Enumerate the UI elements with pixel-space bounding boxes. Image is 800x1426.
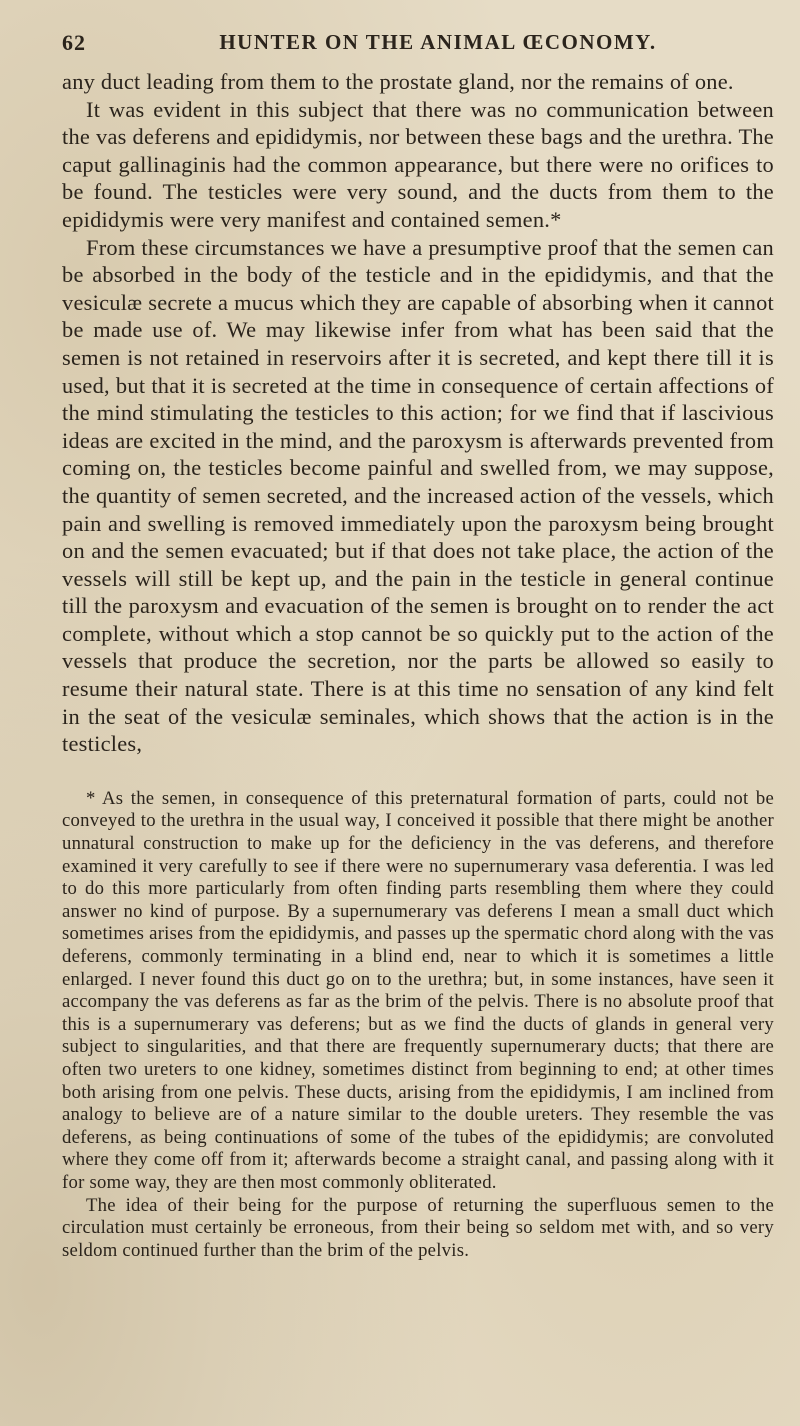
- main-text: [62, 68, 774, 758]
- paragraph: any duct leading from them to the prostate gland, nor the remains of one.: [62, 69, 734, 94]
- book-page: [62, 18, 774, 1413]
- paragraph: From these circumstances we have a presumptive proof that the semen can be absorbed in the body of the testicle and in the epididymis, and that the vesiculæ secrete a mucus which they are capable of absorbing when it cannot be made use of. We may likewise infer from what has been said that the semen is not retained in reservoirs after it is secreted, and kept there till it is used, but that it is secreted at the time in consequence of certain affections of the mind stimulating the testicles to this action; for we find that if lascivious ideas are excited in the mind, and the paroxysm is afterwards prevented from coming on, the testicles become painful and swelled from, we may suppose, the quantity of semen secreted, and the increased action of the vessels, which pain and swelling is removed immediately upon the paroxysm being brought on and the semen evacuated; but if that does not take place, the action of the vessels will still be kept up, and the pain in the testicle in general continue till the paroxysm and evacuation of the semen is brought on to render the act complete, without which a stop cannot be so quickly put to the action of the vessels that produce the secretion, nor the parts be allowed so easily to resume their natural state. There is at this time no sensation of any kind felt in the seat of the vesiculæ seminales, which shows that the action is in the testicles,: [62, 234, 774, 757]
- footnote: [62, 788, 774, 1262]
- running-head: HUNTER ON THE ANIMAL ŒCONOMY.: [219, 30, 657, 54]
- page-number: 62: [62, 30, 86, 55]
- paragraph: It was evident in this subject that there was no communication between the vas deferens and epididymis, nor between these bags and the urethra. The caput gallinaginis had the common appearance, but there were no orifices to be found. The testicles were very sound, and the ducts from them to the epididymis were very manifest and contained semen.*: [62, 96, 774, 232]
- footnote-paragraph: * As the semen, in consequence of this preternatural formation of parts, could not be conveyed to the urethra in the usual way, I conceived it possible that there might be another unnatural construction to make up for the deficiency in the vas deferens, and therefore examined it very carefully to see if there were no supernumerary vasa deferentia. I was led to do this more particularly from often finding parts resembling them where they could answer no kind of purpose. By a supernumerary vas deferens I mean a small duct which sometimes arises from the epididymis, and passes up the spermatic chord along with the vas deferens, commonly terminating in a blind end, near to which it is sometimes a little enlarged. I never found this duct go on to the urethra; but, in some instances, have seen it accompany the vas deferens as far as the brim of the pelvis. There is no absolute proof that this is a supernumerary vas deferens; but as we find the ducts of glands in general very subject to singularities, and that there are frequently supernumerary ducts; that there are often two ureters to one kidney, sometimes distinct from beginning to end; at other times both arising from one pelvis. These ducts, arising from the epididymis, I am inclined from analogy to believe are of a nature similar to the double ureters. They resemble the vas deferens, as being continuations of some of the tubes of the epididymis; are convoluted where they come off from it; afterwards become a straight canal, and passing along with it for some way, they are then most commonly obliterated.: [62, 787, 774, 1193]
- page-header: [62, 18, 774, 58]
- footnote-paragraph: The idea of their being for the purpose of returning the superfluous semen to the circulation must certainly be erroneous, from their being so seldom met with, and so very seldom continued further than the brim of the pelvis.: [62, 1194, 774, 1261]
